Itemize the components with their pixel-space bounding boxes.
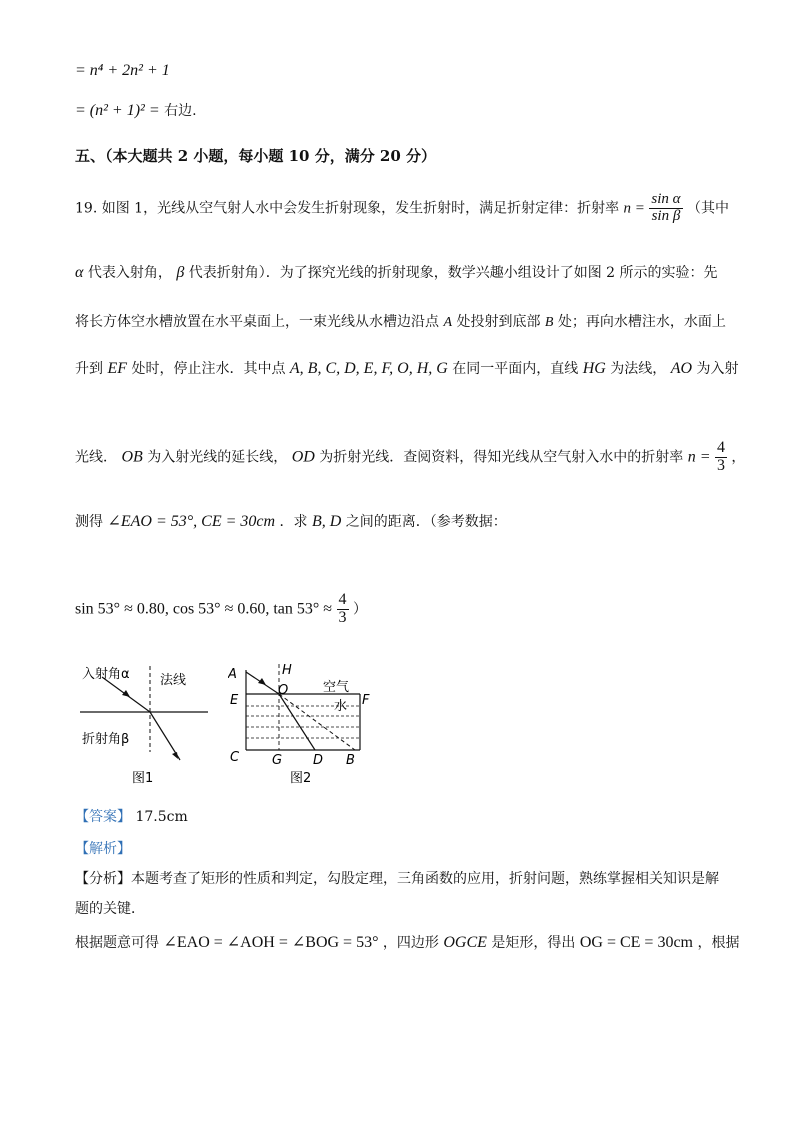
q19-line-6	[75, 511, 507, 531]
incident-arrow	[258, 678, 266, 685]
refraction-n-value: n =	[687, 448, 711, 466]
refraction-fraction	[649, 192, 682, 225]
ray-ao: AO	[670, 360, 693, 377]
refracted-ray-od	[279, 694, 315, 750]
fenxi-text: 本题考查了矩形的性质和判定，勾股定理，三角函数的应用，折射问题，熟练掌握相关知识是解	[131, 871, 719, 887]
label-c: C	[230, 750, 240, 765]
tan-fraction	[337, 592, 349, 627]
answer-line	[75, 806, 188, 826]
reference-data	[75, 592, 367, 627]
q19-text: ．求	[279, 514, 308, 530]
fenxi-line	[75, 868, 719, 888]
label-b: B	[346, 753, 355, 768]
label-refraction-angle: 折射角β	[82, 732, 130, 747]
incident-arrow	[122, 690, 130, 697]
line-hg: HG	[582, 360, 606, 377]
analysis-text: 是矩形，得出	[491, 935, 576, 951]
label-h: H	[282, 663, 292, 678]
ray-ob: OB	[121, 448, 143, 466]
q19-text: 处投射到底部	[456, 314, 541, 330]
answer-value: 17.5cm	[135, 809, 188, 825]
q19-text: 将长方体空水槽放置在水平桌面上，一束光线从水槽边沿点	[75, 314, 439, 330]
quad-ogce: OGCE	[443, 934, 487, 951]
q19-text: 为折射光线．查阅资料，得知光线从空气射入水中的折射率	[319, 449, 684, 466]
points-b-d: B, D	[311, 513, 342, 530]
q19-text: ，	[731, 449, 746, 466]
q19-text: 测得	[75, 514, 103, 530]
q19-text: 代表折射角）．为了探究光线的折射现象，数学兴趣小组设计了如图 2 所示的实验：先	[188, 265, 718, 281]
q19-text: 光线．	[75, 449, 117, 466]
fenxi-tag: 【分析】	[75, 871, 131, 887]
fraction-denominator: sin β	[651, 207, 681, 224]
point-a: A	[443, 315, 453, 330]
reference-values: sin 53° ≈ 0.80, cos 53° ≈ 0.60, tan 53° ≈	[75, 600, 333, 618]
q19-text: 代表入射角，	[87, 265, 172, 281]
point-b: B	[544, 315, 554, 330]
point-list: A, B, C, D, E, F, O, H, G	[289, 360, 448, 377]
fraction-numerator: 4	[338, 591, 347, 608]
q19-text: 在同一平面内，直线	[452, 361, 579, 377]
label-f: F	[362, 693, 370, 708]
label-air: 空气	[323, 680, 350, 695]
fraction-denominator: 3	[716, 456, 725, 474]
q19-line-4	[75, 358, 739, 378]
label-e: E	[230, 693, 239, 708]
fenxi-continuation: 题的关键．	[75, 901, 145, 917]
q19-line-3	[75, 311, 726, 331]
analysis-line	[75, 932, 739, 952]
figure-2-caption: 图2	[290, 771, 312, 786]
q19-text: 处时，停止注水．其中点	[131, 361, 286, 377]
segment-ef: EF	[107, 360, 127, 377]
refraction-n: n =	[623, 200, 645, 217]
q19-text: 之间的距离．（参考数据：	[345, 514, 507, 530]
analysis-tag: 【解析】	[75, 841, 131, 857]
given-measurements: ∠EAO = 53°, CE = 30cm	[107, 513, 276, 530]
proof-line-2-suffix: 右边.	[164, 103, 197, 119]
refracted-arrow	[172, 752, 178, 759]
fraction-numerator: 4	[716, 439, 725, 456]
proof-line-1: = n⁴ + 2n² + 1	[75, 62, 170, 79]
q19-text: 为法线，	[610, 361, 667, 377]
q19-text: 升到	[75, 361, 103, 377]
label-normal: 法线	[160, 673, 187, 688]
fraction-numerator: sin α	[651, 191, 681, 207]
alpha-symbol: α	[75, 264, 84, 281]
proof-line-2-expr: = (n² + 1)² =	[75, 102, 160, 119]
q19-text: 为入射光线的延长线，	[147, 449, 288, 466]
ray-od: OD	[291, 448, 315, 466]
analysis-text: 根据题意可得	[75, 935, 159, 951]
analysis-text: ，四边形	[382, 935, 439, 951]
og-equals-ce: OG = CE = 30cm	[579, 934, 693, 951]
figure-2-water-tank	[228, 660, 378, 788]
label-water: 水	[334, 699, 348, 714]
answer-tag: 【答案】	[75, 809, 131, 825]
q19-line-2	[75, 262, 718, 282]
label-o: O	[278, 683, 289, 698]
beta-symbol: β	[176, 264, 185, 281]
label-g: G	[272, 753, 283, 768]
angle-equality: ∠EAO = ∠AOH = ∠BOG = 53°	[163, 934, 379, 951]
q19-text: 处；再向水槽注水，水面上	[557, 314, 726, 330]
analysis-text: ，根据	[697, 935, 740, 951]
q19-line-5	[75, 440, 745, 475]
proof-line-2	[75, 100, 197, 120]
figure-1-refraction	[80, 660, 215, 788]
label-incident-angle: 入射角α	[82, 667, 130, 682]
fraction-denominator: 3	[338, 608, 347, 626]
q19-text: （其中	[686, 200, 729, 217]
label-a: A	[228, 667, 237, 682]
q19-line-1	[75, 192, 729, 225]
figure-1-caption: 图1	[132, 771, 154, 786]
section-heading: 五、（本大题共 2 小题，每小题 10 分，满分 20 分）	[75, 147, 437, 165]
label-d: D	[313, 753, 324, 768]
refraction-value-fraction	[715, 440, 727, 475]
q19-text: 为入射	[696, 361, 739, 377]
q19-text: 19. 如图 1，光线从空气射人水中会发生折射现象，发生折射时，满足折射定律：折射率	[75, 200, 620, 217]
closing-paren: ）	[353, 601, 367, 618]
